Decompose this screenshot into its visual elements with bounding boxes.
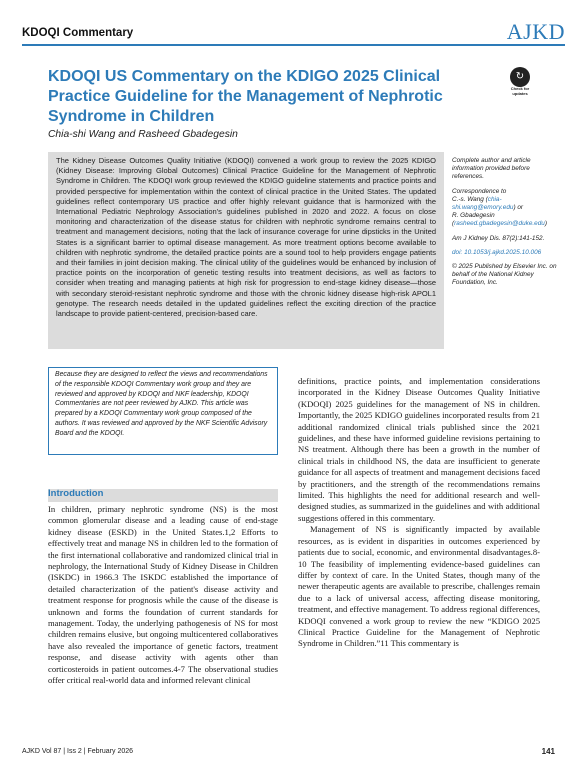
copyright: © 2025 Published by Elsevier Inc. on behalf of the National Kidney Foundation, Inc. [452,263,557,287]
body-column-right [298,376,540,650]
check-for-updates-badge[interactable] [505,67,535,97]
footer-journal-issue: AJKD Vol 87 | Iss 2 | February 2026 [22,748,134,755]
correspondence-1-name: C.-s. Wang [452,195,484,203]
author-info-note: Complete author and article information provided before references. [452,157,531,181]
article-authors: Chia-shi Wang and Rasheed Gbadegesin [48,129,238,140]
doi-link[interactable]: doi: 10.1053/j.ajkd.2025.10.006 [452,248,542,256]
footer-page-number: 141 [541,747,555,756]
article-title: KDOQI US Commentary on the KDIGO 2025 Clinical Practice Guideline for the Management of Nephrotic Syndrome in Children [48,68,443,125]
paragraph: In children, primary nephrotic syndrome (NS) is the most common glomerular disease and a leading cause of end-stage kidney disease (ESKD) in the United States.1,2 Efforts to effectively treat and manage NS in children led to the formation of the first international collaborative and randomized clinical trial in nephrology, the International Study of Kidney Disease in Children (ISKDC) in 1966.3 The ISKDC established the importance of detailed characterization of the patient's disease activity and treatment response for prognosis while the cause of the disease is unknown and forms the foundation of current standards for management. Today, the underlying pathogenesis of NS for most children remains elusive, but ongoing multicentered collaboratives have also revealed the importance of genetic factors, treatment response, and disease activity with agents other than corticosteroids in patient outcomes.4-7 The observational studies offer critical real-world data and informed relevant clinical [48,504,278,686]
correspondence-label: Correspondence to [452,187,507,195]
section-label: KDOQI Commentary [22,27,134,39]
correspondence-or: or [517,204,524,212]
paragraph: definitions, practice points, and implementation considerations incorporated in the Kidney Disease Outcomes Quality Initiative (KDOQI) 2025 guidelines for the management of NS in children. Importantly, the 2025 KDIGO guidelines incorporated results from 21 additional randomized clinical trials published since the 2021 guidelines, and these have informed guideline revisions pertaining to NS treatment. Although there has been a growth in the number of clinical trials in childhood NS, the data are insufficient to generate guidance for all aspects of treatment and management decisions faced by practitioners, and the strength of the recommendations remains limited. This highlights the need for additional research and well-designed studies, as summarized in the guidelines and with additional suggestions offered in this commentary. [298,376,540,523]
refresh-icon: ↻ [510,67,530,87]
journal-logo[interactable]: AJKD [506,19,565,44]
introduction-heading: Introduction [48,488,104,499]
correspondence-2-name: R. Gbadegesin [452,212,495,220]
correspondence-1-email-link[interactable]: chia-shi.wang@emory.edu [452,195,514,212]
body-column-left [48,504,278,687]
correspondence: Correspondence to C.-s. Wang (chia-shi.wang@emory.edu) or R. Gbadegesin (rasheed.gbadegesin@duke.edu) [452,187,547,228]
article-info-sidebar [452,157,562,294]
doi[interactable] [452,249,562,257]
header-rule [22,44,565,46]
paragraph: Management of NS is significantly impacted by available resources, as is evident in disparities in outcomes experienced by patients due to social, economic, and environmental disadvantages.8-10 The feasibility of implementing evidence-based guidelines can differ by context of care. In the United States, though many of the newer therapeutic agents are available to prescribe, challenges remain due to a lack of universal access, affecting disease monitoring, treatment, and effective management. To address regional differences, KDOQI convened a work group to review the new “KDIGO 2025 Clinical Practice Guideline for the Management of Nephrotic Syndrome in Children.”11 This commentary is [298,524,540,649]
correspondence-2-email-link[interactable]: rasheed.gbadegesin@duke.edu [454,220,545,228]
check-for-updates-label: Check for updates [510,86,530,96]
commentary-note-text: Because they are designed to reflect the views and recommendations of the responsible KDOQI Commentary work group and they are reviewed and approved by KDOQI and NKF leadership, KDOQI Commentaries are not peer reviewed by AJKD. This article was prepared by a KDOQI Commentary work group composed of the authors. It was reviewed and approved by the NKF Scientific Advisory Board and the KDOQI. [55,371,268,437]
abstract-text: The Kidney Disease Outcomes Quality Initiative (KDOQI) convened a work group to review the 2025 KDIGO (Kidney Disease: Improving Global Outcomes) Clinical Practice Guideline for the Management of Nephrotic Syndrome in Children. The KDOQI work group reviewed the KDIGO guideline statements and practice points and provided perspective for implementation within the context of clinical practice in the United States. The updated guidelines reflect contemporary US practice and offer highly relevant guidance that is harmonized with the International Pediatric Nephrology Association's guidelines published in 2020 and 2022. A focus on close monitoring and characterization of the disease status for children with nephrotic syndrome remains central to treatment and management decisions, noting that the lack of insurance coverage for urine dipsticks in the United States is a significant barrier to optimal disease management. As more treatment options become available to children with nephrotic syndrome, the detailed practice points are a sound tool to help providers engage patients and their families in joint decision making. The clinical utility of the guidelines would be enhanced by inclusion of practice points on the incorporation of genetic testing results into treatment decisions, as well as factors to consider when treating and managing patients at high risk for progression to end-stage kidney disease—those with secondary steroid-resistant nephrotic syndrome and those with the chronic kidney disease high-risk APOL1 genotype. The research needs detailed in the updated guidelines reflect the exciting direction of the practice landscape to provide patient-centered, precision-based care. [56,156,436,319]
citation: Am J Kidney Dis. 87(2):141-152. [452,234,545,242]
